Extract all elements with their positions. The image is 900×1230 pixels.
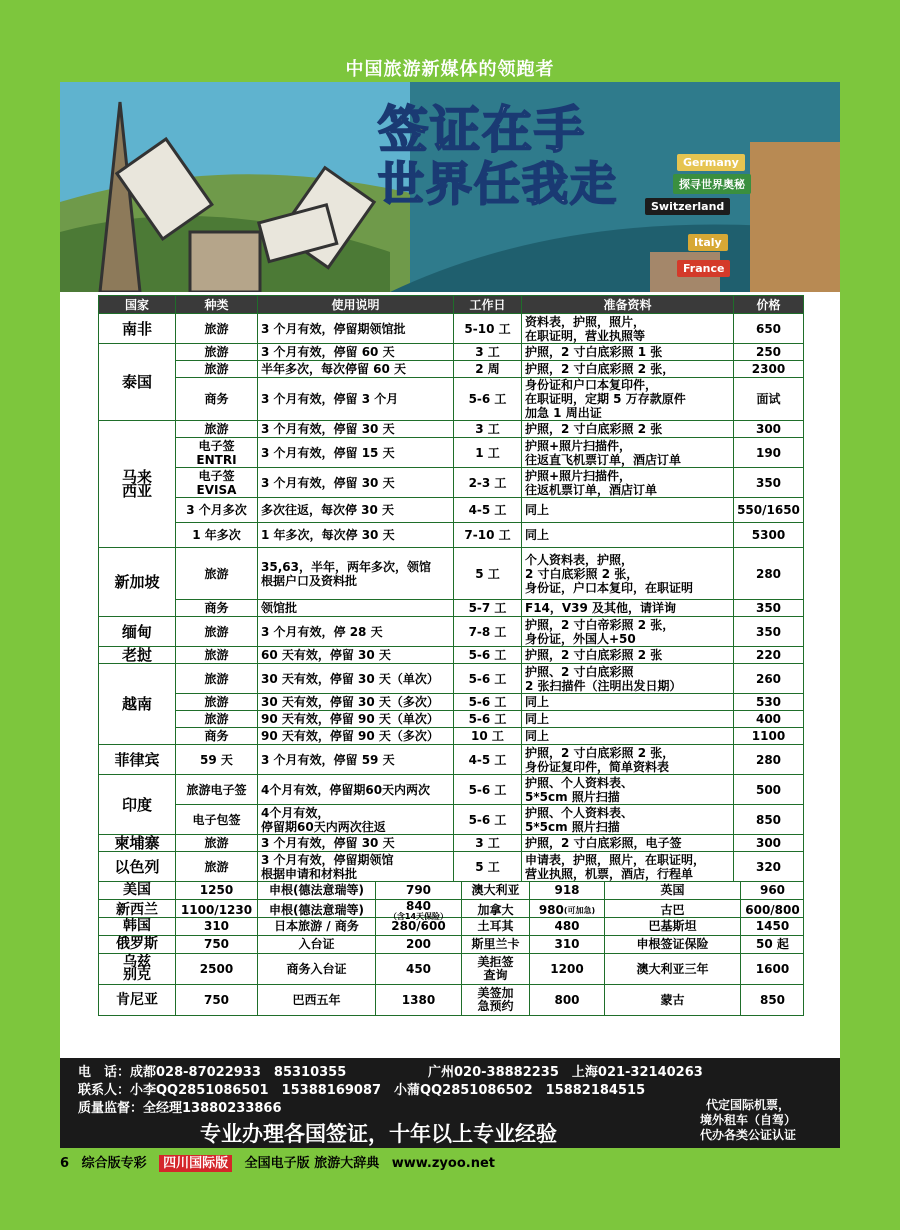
cell-usage: 30 天有效，停留 30 天（单次） bbox=[258, 664, 454, 694]
footer-phone-chengdu: 电 话：成都028-87022933 85310355 bbox=[78, 1065, 347, 1080]
visa-sheet bbox=[60, 82, 840, 1148]
table-row bbox=[99, 378, 804, 421]
table-row bbox=[99, 314, 804, 344]
misc-country bbox=[462, 985, 530, 1015]
cell-price: 350 bbox=[734, 468, 804, 498]
table-row bbox=[99, 728, 804, 745]
misc-row-cell bbox=[99, 954, 804, 985]
cell-country: 南非 bbox=[99, 314, 176, 344]
cell-country: 新加坡 bbox=[99, 548, 176, 617]
misc-value: 310 bbox=[554, 937, 580, 951]
cell-workdays: 3 工 bbox=[454, 344, 522, 361]
cell-price: 300 bbox=[734, 835, 804, 852]
misc-row bbox=[99, 918, 804, 936]
misc-value: 肯尼亚 bbox=[116, 991, 158, 1008]
misc-value: 蒙古 bbox=[660, 992, 685, 1007]
cell-country: 老挝 bbox=[99, 647, 176, 664]
cell-workdays: 5-6 工 bbox=[454, 711, 522, 728]
cell-workdays: 4-5 工 bbox=[454, 745, 522, 775]
misc-value: 申根签证保险 bbox=[636, 937, 709, 951]
misc-value: 750 bbox=[203, 992, 230, 1007]
misc-value: 600/800 bbox=[745, 903, 800, 917]
cell-workdays: 4-5 工 bbox=[454, 498, 522, 523]
cell-country: 越南 bbox=[99, 664, 176, 745]
cell-country: 印度 bbox=[99, 775, 176, 835]
banner bbox=[60, 82, 840, 292]
misc-country bbox=[99, 918, 176, 935]
cell-usage: 3 个月有效，停留期领馆 根据申请和材料批 bbox=[258, 852, 454, 882]
cell-usage: 1 年多次，每次停 30 天 bbox=[258, 523, 454, 548]
sign-explore: 探寻世界奥秘 bbox=[673, 174, 751, 194]
misc-country bbox=[605, 985, 741, 1015]
cell-usage: 3 个月有效，停留 59 天 bbox=[258, 745, 454, 775]
misc-price bbox=[530, 918, 605, 935]
misc-row-cell bbox=[99, 899, 804, 921]
insurance-note: （含14天保险） bbox=[388, 912, 449, 921]
misc-row bbox=[99, 985, 804, 1016]
cell-price: 260 bbox=[734, 664, 804, 694]
misc-price bbox=[376, 936, 462, 953]
cell-type: 旅游 bbox=[176, 647, 258, 664]
misc-value: 巴基斯坦 bbox=[648, 919, 697, 933]
cell-documents: 资料表，护照，照片， 在职证明，营业执照等 bbox=[522, 314, 734, 344]
cell-type: 电子签 ENTRI bbox=[176, 438, 258, 468]
cell-usage: 半年多次，每次停留 60 天 bbox=[258, 361, 454, 378]
cell-documents: 护照，2 寸白底彩照 2 张 bbox=[522, 647, 734, 664]
misc-row-cell bbox=[99, 985, 804, 1016]
misc-row-cell bbox=[99, 918, 804, 936]
cell-documents: 护照，2 寸白底彩照，电子签 bbox=[522, 835, 734, 852]
cell-usage: 3 个月有效，停留 30 天 bbox=[258, 468, 454, 498]
cell-documents: 申请表，护照，照片，在职证明， 营业执照，机票，酒店，行程单 bbox=[522, 852, 734, 882]
footer-contact: 联系人：小李QQ2851086501 15388169087 小蒲QQ2851086502 15882184515 bbox=[78, 1083, 646, 1098]
misc-value: 美国 bbox=[123, 882, 151, 898]
misc-price bbox=[741, 936, 804, 953]
cell-documents: 护照，2 寸白底彩照 2 张， bbox=[522, 361, 734, 378]
table-row bbox=[99, 523, 804, 548]
cell-usage: 4个月有效，停留期60天内两次 bbox=[258, 775, 454, 805]
misc-value: 加拿大 bbox=[477, 903, 514, 917]
section-name: 综合版专彩 bbox=[81, 1156, 147, 1171]
cell-country: 缅甸 bbox=[99, 617, 176, 647]
cell-price: 850 bbox=[734, 805, 804, 835]
cell-usage: 多次往返，每次停 30 天 bbox=[258, 498, 454, 523]
misc-value: 980 bbox=[538, 903, 564, 917]
cell-price: 300 bbox=[734, 421, 804, 438]
table-row bbox=[99, 694, 804, 711]
table-row bbox=[99, 852, 804, 882]
misc-value: 1200 bbox=[550, 961, 584, 976]
misc-value: 1450 bbox=[755, 919, 790, 933]
cell-workdays: 5-10 工 bbox=[454, 314, 522, 344]
cell-documents: 同上 bbox=[522, 711, 734, 728]
cell-usage: 3 个月有效，停留 30 天 bbox=[258, 835, 454, 852]
banner-slogan-line1: 签证在手 bbox=[378, 101, 586, 159]
cell-price: 2300 bbox=[734, 361, 804, 378]
misc-price bbox=[176, 882, 258, 899]
cell-usage: 3 个月有效，停留 30 天 bbox=[258, 421, 454, 438]
cell-workdays: 5 工 bbox=[454, 548, 522, 600]
cell-type: 59 天 bbox=[176, 745, 258, 775]
misc-value: 1600 bbox=[755, 961, 790, 976]
misc-row-cell bbox=[99, 936, 804, 954]
header-price: 价格 bbox=[734, 296, 804, 314]
edition-tag: 四川国际版 bbox=[159, 1155, 232, 1172]
misc-country bbox=[462, 918, 530, 935]
cell-documents: 护照、个人资料表、 5*5cm 照片扫描 bbox=[522, 775, 734, 805]
footer-supervisor: 质量监督：全经理13880233866 bbox=[78, 1101, 282, 1116]
visa-price-table bbox=[98, 295, 804, 1016]
table-row bbox=[99, 548, 804, 600]
cell-workdays: 5-6 工 bbox=[454, 775, 522, 805]
header-documents: 准备资料 bbox=[522, 296, 734, 314]
misc-country bbox=[99, 954, 176, 984]
cell-type: 电子签 EVISA bbox=[176, 468, 258, 498]
misc-country bbox=[99, 936, 176, 953]
cell-usage: 领馆批 bbox=[258, 600, 454, 617]
cell-country: 以色列 bbox=[99, 852, 176, 882]
cell-documents: 护照，2 寸白底彩照 1 张 bbox=[522, 344, 734, 361]
misc-price bbox=[530, 936, 605, 953]
cell-price: 面试 bbox=[734, 378, 804, 421]
cell-documents: 同上 bbox=[522, 694, 734, 711]
cell-price: 350 bbox=[734, 600, 804, 617]
misc-country bbox=[258, 882, 376, 899]
cell-usage: 4个月有效， 停留期60天内两次往返 bbox=[258, 805, 454, 835]
misc-value: 1250 bbox=[199, 883, 234, 897]
misc-row bbox=[99, 936, 804, 954]
cell-price: 530 bbox=[734, 694, 804, 711]
cell-type: 旅游 bbox=[176, 694, 258, 711]
cell-type: 商务 bbox=[176, 378, 258, 421]
misc-price bbox=[376, 882, 462, 899]
cell-country: 菲律宾 bbox=[99, 745, 176, 775]
footer-slogan: 专业办理各国签证，十年以上专业经验 bbox=[200, 1122, 557, 1146]
misc-value: 310 bbox=[203, 919, 230, 933]
cell-workdays: 7-8 工 bbox=[454, 617, 522, 647]
misc-price bbox=[176, 918, 258, 935]
misc-value: 巴西五年 bbox=[292, 992, 341, 1007]
cell-workdays: 5-6 工 bbox=[454, 694, 522, 711]
misc-price bbox=[376, 918, 462, 935]
cell-price: 190 bbox=[734, 438, 804, 468]
misc-country bbox=[258, 918, 376, 935]
cell-type: 旅游 bbox=[176, 852, 258, 882]
cell-documents: 护照，2 寸白帝彩照 2 张， 身份证，外国人+50 bbox=[522, 617, 734, 647]
cell-documents: 护照、2 寸白底彩照 2 张扫描件（注明出发日期） bbox=[522, 664, 734, 694]
page-footer bbox=[60, 1152, 840, 1176]
misc-value: 美签加 急预约 bbox=[477, 986, 514, 1013]
cell-workdays: 3 工 bbox=[454, 835, 522, 852]
misc-value: 450 bbox=[405, 961, 432, 976]
misc-value: 1380 bbox=[401, 992, 436, 1007]
misc-row bbox=[99, 882, 804, 900]
misc-country bbox=[462, 882, 530, 899]
cell-price: 500 bbox=[734, 775, 804, 805]
cell-type: 旅游 bbox=[176, 835, 258, 852]
cell-usage: 90 天有效，停留 90 天（单次） bbox=[258, 711, 454, 728]
misc-value: 申根(德法意瑞等) bbox=[269, 903, 364, 917]
cell-price: 350 bbox=[734, 617, 804, 647]
sign-germany: Germany bbox=[677, 154, 745, 171]
misc-price bbox=[741, 985, 804, 1015]
cell-documents: 同上 bbox=[522, 498, 734, 523]
misc-value: 申根(德法意瑞等) bbox=[269, 883, 364, 897]
table-row bbox=[99, 805, 804, 835]
cell-type: 3 个月多次 bbox=[176, 498, 258, 523]
cell-documents: 同上 bbox=[522, 728, 734, 745]
misc-price bbox=[376, 985, 462, 1015]
misc-value: 商务入台证 bbox=[286, 961, 347, 976]
misc-value: 英国 bbox=[660, 883, 685, 897]
cell-usage: 3 个月有效，停留期领馆批 bbox=[258, 314, 454, 344]
misc-country bbox=[258, 985, 376, 1015]
misc-price bbox=[176, 954, 258, 984]
cell-workdays: 2 周 bbox=[454, 361, 522, 378]
cell-documents: 护照、个人资料表、 5*5cm 照片扫描 bbox=[522, 805, 734, 835]
cell-usage: 35,63，半年，两年多次，领馆 根据户口及资料批 bbox=[258, 548, 454, 600]
cell-type: 1 年多次 bbox=[176, 523, 258, 548]
cell-documents: 个人资料表，护照， 2 寸白底彩照 2 张， 身份证，户口本复印，在职证明 bbox=[522, 548, 734, 600]
misc-country bbox=[99, 882, 176, 899]
misc-value: 800 bbox=[554, 992, 580, 1007]
misc-value: 2500 bbox=[199, 961, 234, 976]
misc-price bbox=[530, 954, 605, 984]
contact-footer bbox=[60, 1058, 840, 1148]
cell-price: 650 bbox=[734, 314, 804, 344]
misc-value: 俄罗斯 bbox=[116, 936, 158, 952]
misc-value: 50 起 bbox=[756, 937, 789, 951]
misc-value: 古巴 bbox=[660, 903, 685, 917]
cell-usage: 90 天有效，停留 90 天（多次） bbox=[258, 728, 454, 745]
misc-value: 480 bbox=[554, 919, 580, 933]
table-row bbox=[99, 468, 804, 498]
urgent-note: (可加急) bbox=[563, 906, 596, 915]
cell-workdays: 1 工 bbox=[454, 438, 522, 468]
table-row bbox=[99, 344, 804, 361]
table-row bbox=[99, 775, 804, 805]
misc-value: 1100/1230 bbox=[180, 903, 253, 917]
cell-workdays: 5-6 工 bbox=[454, 647, 522, 664]
header-tagline: 中国旅游新媒体的领跑者 bbox=[345, 59, 555, 80]
misc-country bbox=[605, 936, 741, 953]
misc-price bbox=[530, 882, 605, 899]
cell-usage: 3 个月有效，停留 3 个月 bbox=[258, 378, 454, 421]
table-row bbox=[99, 745, 804, 775]
table-row bbox=[99, 835, 804, 852]
cell-documents: 身份证和户口本复印件， 在职证明，定期 5 万存款原件 加急 1 周出证 bbox=[522, 378, 734, 421]
misc-value: 美拒签 查询 bbox=[477, 955, 514, 982]
table-row bbox=[99, 498, 804, 523]
misc-row-cell bbox=[99, 882, 804, 900]
misc-value: 澳大利亚 bbox=[471, 883, 520, 897]
misc-value: 918 bbox=[554, 883, 580, 897]
cell-type: 商务 bbox=[176, 600, 258, 617]
cell-workdays: 2-3 工 bbox=[454, 468, 522, 498]
sign-switzerland: Switzerland bbox=[645, 198, 730, 215]
table-row bbox=[99, 617, 804, 647]
cell-type: 旅游 bbox=[176, 314, 258, 344]
cell-documents: 护照+照片扫描件， 往返直飞机票订单，酒店订单 bbox=[522, 438, 734, 468]
table-row bbox=[99, 438, 804, 468]
cell-workdays: 7-10 工 bbox=[454, 523, 522, 548]
cell-type: 旅游 bbox=[176, 711, 258, 728]
edition-label: 全国电子版 旅游大辞典 bbox=[244, 1156, 380, 1171]
cell-price: 5300 bbox=[734, 523, 804, 548]
cell-usage: 60 天有效，停留 30 天 bbox=[258, 647, 454, 664]
cell-price: 280 bbox=[734, 548, 804, 600]
cell-type: 旅游 bbox=[176, 361, 258, 378]
header-workdays: 工作日 bbox=[454, 296, 522, 314]
cell-usage: 30 天有效，停留 30 天（多次） bbox=[258, 694, 454, 711]
misc-country bbox=[605, 918, 741, 935]
misc-price bbox=[530, 985, 605, 1015]
cell-type: 旅游 bbox=[176, 664, 258, 694]
table-row bbox=[99, 647, 804, 664]
misc-country bbox=[258, 936, 376, 953]
page-number: 6 bbox=[60, 1156, 70, 1171]
footer-services: 代定国际机票， 境外租车（自驾） 代办各类公证认证 bbox=[700, 1098, 797, 1142]
cell-price: 320 bbox=[734, 852, 804, 882]
cell-documents: 同上 bbox=[522, 523, 734, 548]
misc-price bbox=[741, 954, 804, 984]
misc-row bbox=[99, 900, 804, 918]
cell-usage: 3 个月有效，停留 15 天 bbox=[258, 438, 454, 468]
cell-type: 旅游 bbox=[176, 344, 258, 361]
misc-value: 澳大利亚三年 bbox=[636, 961, 709, 976]
misc-value: 840 bbox=[405, 899, 432, 913]
misc-value: 入台证 bbox=[298, 937, 335, 951]
table-row bbox=[99, 600, 804, 617]
banner-slogan-line2: 世界任我走 bbox=[378, 157, 618, 211]
misc-value: 850 bbox=[759, 992, 786, 1007]
misc-value: 790 bbox=[405, 883, 432, 897]
misc-price bbox=[176, 936, 258, 953]
cell-type: 旅游电子签 bbox=[176, 775, 258, 805]
cell-type: 电子包签 bbox=[176, 805, 258, 835]
cell-price: 550/1650 bbox=[734, 498, 804, 523]
cell-workdays: 5 工 bbox=[454, 852, 522, 882]
sign-france: France bbox=[677, 260, 730, 277]
misc-value: 乌兹 别克 bbox=[123, 954, 151, 983]
misc-country bbox=[462, 954, 530, 984]
cell-workdays: 3 工 bbox=[454, 421, 522, 438]
misc-price bbox=[741, 918, 804, 935]
cell-type: 旅游 bbox=[176, 548, 258, 600]
cell-workdays: 5-6 工 bbox=[454, 664, 522, 694]
cell-type: 旅游 bbox=[176, 421, 258, 438]
site-link[interactable]: www.zyoo.net bbox=[391, 1156, 495, 1171]
table-row bbox=[99, 711, 804, 728]
misc-country bbox=[258, 954, 376, 984]
misc-value: 200 bbox=[405, 937, 432, 951]
misc-price bbox=[176, 985, 258, 1015]
misc-country bbox=[605, 882, 741, 899]
header-usage: 使用说明 bbox=[258, 296, 454, 314]
misc-country bbox=[605, 954, 741, 984]
misc-value: 韩国 bbox=[123, 918, 151, 934]
cell-price: 220 bbox=[734, 647, 804, 664]
cell-workdays: 5-6 工 bbox=[454, 378, 522, 421]
misc-price bbox=[376, 954, 462, 984]
cell-country: 柬埔寨 bbox=[99, 835, 176, 852]
header-type: 种类 bbox=[176, 296, 258, 314]
cell-country: 泰国 bbox=[99, 344, 176, 421]
misc-price bbox=[741, 882, 804, 899]
misc-row bbox=[99, 954, 804, 985]
misc-country bbox=[462, 936, 530, 953]
cell-type: 旅游 bbox=[176, 617, 258, 647]
cell-documents: 护照，2 寸白底彩照 2 张 bbox=[522, 421, 734, 438]
cell-type: 商务 bbox=[176, 728, 258, 745]
table-row bbox=[99, 421, 804, 438]
cell-price: 400 bbox=[734, 711, 804, 728]
misc-country bbox=[99, 985, 176, 1015]
cell-documents: F14，V39 及其他，请详询 bbox=[522, 600, 734, 617]
header-country: 国家 bbox=[99, 296, 176, 314]
cell-country: 马来 西亚 bbox=[99, 421, 176, 548]
cell-workdays: 5-7 工 bbox=[454, 600, 522, 617]
footer-phone-other: 广州020-38882235 上海021-32140263 bbox=[428, 1065, 703, 1080]
table-row bbox=[99, 664, 804, 694]
cell-documents: 护照，2 寸白底彩照 2 张， 身份证复印件，简单资料表 bbox=[522, 745, 734, 775]
cell-price: 1100 bbox=[734, 728, 804, 745]
table-header-row bbox=[99, 296, 804, 314]
cell-price: 250 bbox=[734, 344, 804, 361]
misc-value: 日本旅游 / 商务 bbox=[274, 919, 359, 933]
cell-workdays: 10 工 bbox=[454, 728, 522, 745]
misc-value: 750 bbox=[203, 937, 230, 951]
cell-price: 280 bbox=[734, 745, 804, 775]
cell-usage: 3 个月有效，停留 60 天 bbox=[258, 344, 454, 361]
cell-documents: 护照+照片扫描件， 往返机票订单，酒店订单 bbox=[522, 468, 734, 498]
misc-value: 土耳其 bbox=[477, 919, 514, 933]
cell-workdays: 5-6 工 bbox=[454, 805, 522, 835]
table-row bbox=[99, 361, 804, 378]
misc-value: 斯里兰卡 bbox=[471, 937, 520, 951]
misc-value: 280/600 bbox=[391, 919, 446, 933]
sign-italy: Italy bbox=[688, 234, 728, 251]
misc-value: 960 bbox=[759, 883, 786, 897]
misc-value: 新西兰 bbox=[116, 902, 158, 918]
cell-usage: 3 个月有效，停 28 天 bbox=[258, 617, 454, 647]
